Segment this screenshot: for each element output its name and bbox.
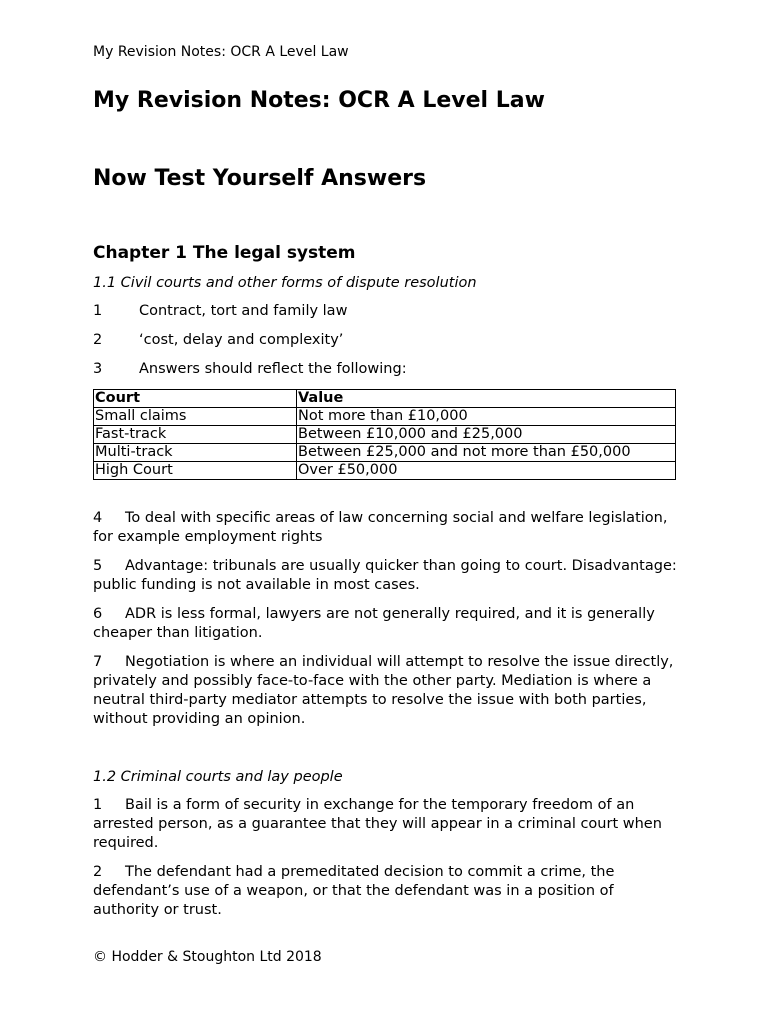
table-cell-court: Small claims	[94, 408, 297, 426]
answer-text: Bail is a form of security in exchange for the temporary freedom of an arrested person, as a guarantee that they will appear in a criminal court when required.	[93, 797, 662, 851]
running-header: My Revision Notes: OCR A Level Law	[93, 44, 349, 60]
answer-number: 6	[93, 606, 103, 622]
table-cell-value: Between £25,000 and not more than £50,000	[297, 444, 676, 462]
answer-item	[93, 863, 683, 920]
answer-number: 5	[93, 558, 103, 574]
table-header-row	[94, 390, 676, 408]
answer-text: The defendant had a premeditated decision to commit a crime, the defendant’s use of a weapon, or that the defendant was in a position of authority or trust.	[93, 864, 615, 918]
page-subtitle: Now Test Yourself Answers	[93, 166, 427, 191]
answer-text: ‘cost, delay and complexity’	[139, 332, 344, 348]
answer-text: Advantage: tribunals are usually quicker than going to court. Disadvantage: public funding is not available in most cases.	[93, 558, 677, 593]
answer-text: ADR is less formal, lawyers are not generally required, and it is generally cheaper than litigation.	[93, 606, 655, 641]
answer-item	[93, 796, 683, 853]
table-row	[94, 408, 676, 426]
table-row	[94, 462, 676, 480]
answer-number: 4	[93, 510, 103, 526]
table-cell-court: Multi-track	[94, 444, 297, 462]
table-cell-value: Not more than £10,000	[297, 408, 676, 426]
answer-text: Answers should reflect the following:	[139, 361, 407, 377]
table-cell-court: Fast-track	[94, 426, 297, 444]
table-header-value: Value	[297, 390, 676, 408]
answer-number: 7	[93, 654, 103, 670]
answer-item	[93, 302, 683, 321]
table-cell-court: High Court	[94, 462, 297, 480]
table-cell-value: Over £50,000	[297, 462, 676, 480]
answer-number: 1	[93, 303, 103, 319]
answer-item	[93, 509, 683, 547]
chapter-title: Chapter 1 The legal system	[93, 243, 356, 263]
answer-number: 3	[93, 361, 103, 377]
answer-text: To deal with specific areas of law concerning social and welfare legislation, for example employment rights	[93, 510, 668, 545]
answer-text: Contract, tort and family law	[139, 303, 348, 319]
section-heading-1-1: 1.1 Civil courts and other forms of dispute resolution	[93, 275, 477, 291]
answer-item	[93, 557, 683, 595]
answer-number: 2	[93, 332, 103, 348]
table-header-court: Court	[94, 390, 297, 408]
court-value-table	[93, 389, 676, 480]
table-row	[94, 444, 676, 462]
answer-item	[93, 331, 683, 350]
table-cell-value: Between £10,000 and £25,000	[297, 426, 676, 444]
section-heading-1-2: 1.2 Criminal courts and lay people	[93, 769, 343, 785]
answer-item	[93, 605, 683, 643]
table-row	[94, 426, 676, 444]
answer-item	[93, 360, 683, 379]
answer-number: 2	[93, 864, 103, 880]
answer-text: Negotiation is where an individual will attempt to resolve the issue directly, privately and possibly face-to-face with the other party. Mediation is where a neutral third-party mediator attempts to resolve the issue with both parties, without providing an opinion.	[93, 654, 674, 727]
answer-item	[93, 653, 683, 729]
answer-number: 1	[93, 797, 103, 813]
page-title: My Revision Notes: OCR A Level Law	[93, 88, 545, 113]
copyright-footer: © Hodder & Stoughton Ltd 2018	[93, 949, 322, 965]
